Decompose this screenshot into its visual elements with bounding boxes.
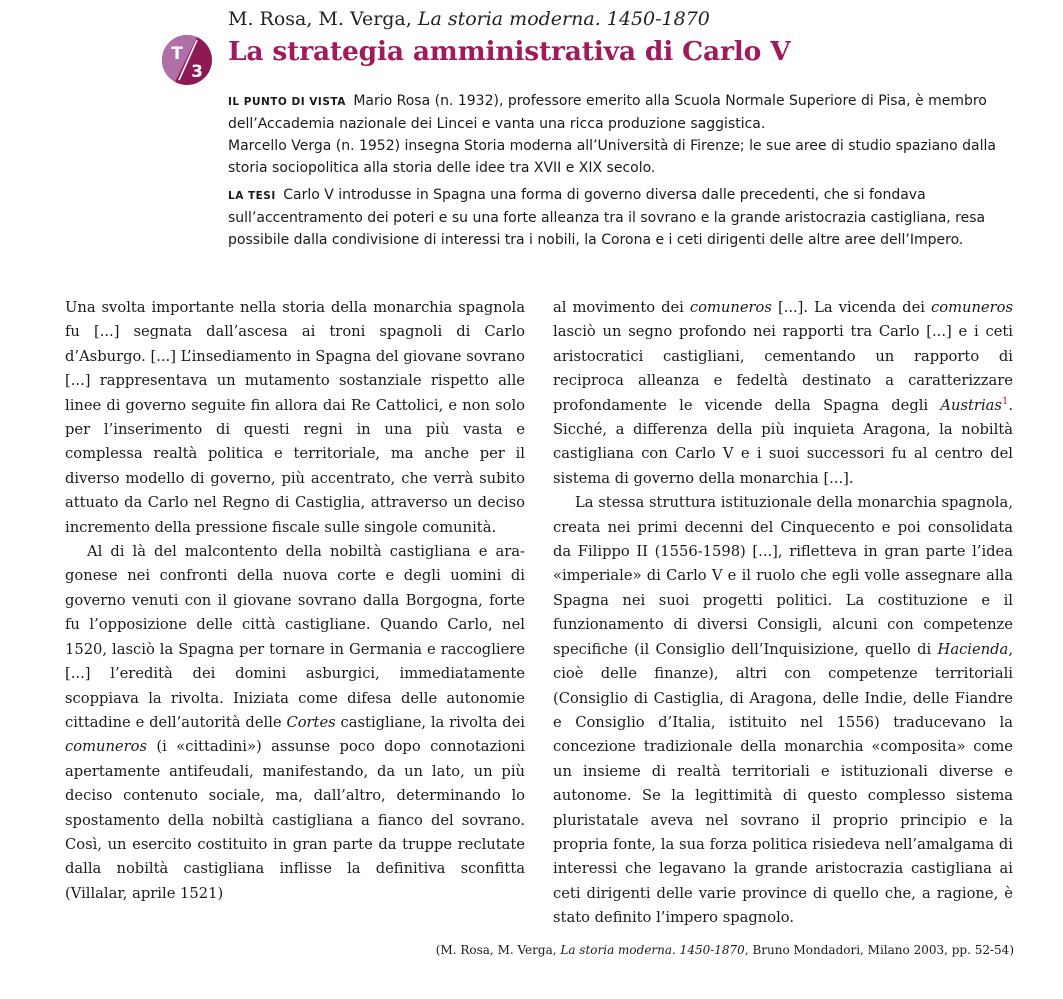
p3-part-d: . Sicché, a differenza della più inquieta Aragona, la nobiltà castigliana con Carlo V e i suoi successori fu al centro del sistema di governo della monarchia [...]. [553,396,1013,487]
paragraph-2 [65,540,525,906]
paragraph-3 [553,296,1013,491]
text-number-badge-icon [161,34,213,86]
source-suffix: , Bruno Mondadori, Milano 2003, pp. 52-54) [744,943,1014,957]
source-title: La storia moderna. 1450-1870 [560,943,745,957]
p3-part-c: lasciò un segno profondo nei rapporti tra Carlo [...] e i ceti aristocratici castigliani, cementando un rapporto di reciproca alleanza e fedeltà destinato a caratterizzare profondamente le vicende della Spagna degli [553,323,1013,414]
punto-label: IL PUNTO DI VISTA [228,96,346,108]
punto-text-2: Marcello Verga (n. 1952) insegna Storia moderna all’Università di Firenze; le sue aree di studio spaziano dalla storia sociopolitica alla storia delle idee tra XVII e XIX secolo. [228,138,996,176]
badge-letter: T [171,44,183,64]
term-comuneros: comuneros [65,738,148,756]
term-cortes: Cortes [286,713,336,731]
body-column-left [65,296,525,906]
source-authors [228,8,710,30]
body-column-right [553,296,1013,931]
term-comuneros-2: comuneros [931,299,1014,316]
p2-part-a: Al di là del malcontento della nobiltà castigliana e aragonese nei confronti della nuova corte e degli uomini di governo venuti con il giovane sovrano dalla Borgogna, forte fu l’opposizione delle città castigliane. Quando Carlo, nel 1520, lasciò la Spagna per tornare in Germania e raccogliere [...] l’eredità dei domini asburgici, immediatamente scoppiava la rivolta. Iniziata come difesa delle autonomie cittadine e dell’autorità delle [65,543,525,731]
paragraph-1: Una svolta importante nella storia della monarchia spagnola fu [...] segnata dall’ascesa ai troni spagnoli di Carlo d’Asburgo. [...] L’insediamento in Spagna del giovane sovrano [...] rappresentava un mutamento sostanziale rispetto alle linee di governo seguite fin allora dai Re Cattolici, e non solo per l’inserimento di questi regni in una più vasta e complessa realtà politica e territoriale, ma anche per il diverso modello di governo, più accentrato, che verrà subito attuato da Carlo nel Regno di Castiglia, attraverso un deciso incremento della pressione fiscale sulle singole comunità. [65,299,525,536]
term-comuneros-1: comuneros [689,299,772,316]
badge-number: 3 [191,62,203,82]
tesi [228,184,1018,251]
term-hacienda: Hacienda [937,640,1009,658]
tesi-label: LA TESI [228,190,276,202]
authors-prefix: M. Rosa, M. Verga, [228,8,418,30]
p2-part-b: castigliane, la rivolta dei [335,713,525,731]
p3-part-b: [...]. La vicenda dei [771,299,931,316]
p2-part-c: (i «cittadini») assunse poco dopo connotazioni apertamente antifeudali, manifestando, da un lato, un più deciso contenuto sociale, ma, dall’altro, determinando lo spostamento della nobiltà castigliana a fianco del sovrano. Così, un esercito costituito in gran parte da truppe reclutate dalla nobiltà castigliana inflisse la definitiva sconfitta (Villalar, aprile 1521) [65,738,525,902]
term-austrias: Austrias [940,396,1002,414]
source-citation [406,943,1014,957]
p4-part-a: La stessa struttura istituzionale della monarchia spagnola, creata nei primi decenni del Cinquecento e poi consolidata da Filippo II (1556-1598) [...], rifletteva in gran parte l’idea «imperiale» di Carlo V e il ruolo che egli volle assegnare alla Spagna nei suoi progetti politici. La costituzione e il funzionamento di diversi Consigli, alcuni con competenze specifiche (il Consiglio dell’Inquisizione, quello di [553,494,1013,658]
punto-di-vista [228,90,1018,179]
book-title: La storia moderna. 1450-1870 [417,8,710,30]
p4-part-b: , cioè delle finanze), altri con competenze territoriali (Consiglio di Castiglia, di Aragona, delle Indie, delle Fiandre e Consiglio d’Italia, istituito nel 1556) traducevano la concezione tradizionale della monarchia «composita» come un insieme di realtà territoriali e istituzionali diverse e autonome. Se la legittimità di questo complesso sistema pluristatale aveva nel sovrano il proprio principio e la propria fonte, la sua forza politica risiedeva nell’amalgama di interessi che legavano la grande aristocrazia castigliana ai ceti dirigenti delle varie province di quello che, a ragione, è stato definito l’impero spagnolo. [553,640,1013,927]
source-prefix: (M. Rosa, M. Verga, [435,943,561,957]
paragraph-4 [553,491,1013,930]
intro-box [228,90,1018,251]
p3-part-a: al movimento dei [553,299,690,316]
punto-text: Mario Rosa (n. 1932), professore emerito alla Scuola Normale Superiore di Pisa, è membro dell’Accademia nazionale dei Lincei e vanta una ricca produzione saggistica. [228,93,987,132]
footnote-marker[interactable]: 1 [1001,395,1009,407]
page-title: La strategia amministrativa di Carlo V [228,36,791,67]
tesi-text: Carlo V introdusse in Spagna una forma di governo diversa dalle precedenti, che si fondava sull’accentramento dei poteri e su una forte alleanza tra il sovrano e la grande aristocrazia castigliana, resa possibile dalla condivisione di interessi tra i nobili, la Corona e i ceti dirigenti delle altre aree dell’Impero. [228,187,986,248]
